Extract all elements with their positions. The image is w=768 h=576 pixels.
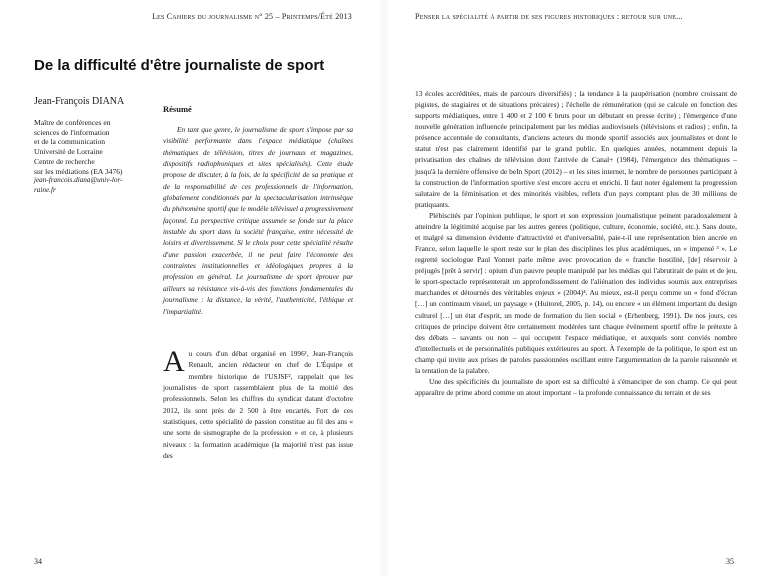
affiliation-line: sur les médiations (EA 3476) xyxy=(34,166,123,176)
right-page xyxy=(384,0,768,576)
body-paragraph: Plébiscités par l'opinion publique, le sport et son expression journalistique peinent paradoxalement à atteindre la légitimité acquise par les autres genres (politique, culture, économie, société, etc.). Sans doute, et malgré sa dimension évidente d'attractivité et d'universalité, paie-t-il une représentation bien ancrée en France, selon laquelle le sport reste sur le plan des disciplines les plus académiques, un « impensé ³ ». Le regretté sociologue Paul Yonnet parle même avec provocation de « franche hostilité, [de] réservoir à préjugés [prêt à servir] : opium d'un pauvre peuple manipulé par les médias qui l'abrutirait de pain et de jeu, le sport-spectacle représenterait un approfondissement de l'aliénation des individus soumis aux entreprises marchandes et détournés des véritables enjeux » (2004)⁴. Au mieux, est-il perçu comme un « fond d'écran […] un continuum visuel, un paysage » (Huitorel, 2005, p. 14), ou encore « un élément important du design culturel […] un état d'esprit, un mode de formation du lien social » (Erhenberg, 1991). De nos jours, ces critiques de principe doivent être certainement modérées tant chaque événement sportif offre le prétexte à des débats – savants ou non – qui occupent l'espace médiatique, et auxquels sont conviés nombre d'intellectuels et de personnalités publiques extérieures au sport. À l'exemple de la politique, le sport est un champ qui invite aux prises de paroles passionnées oscillant entre l'argumentation de la parole raisonnée et la tentation de la palabre. xyxy=(415,210,737,375)
abstract-block xyxy=(163,104,353,317)
abstract-heading: Résumé xyxy=(163,104,192,114)
right-running-head: Penser la spécialité à partir de ses figures historiques : retour sur une... xyxy=(415,12,683,21)
abstract-text: En tant que genre, le journalisme de sport s'impose par sa visibilité performante dans l'espace médiatique (chaînes thématiques de télévision, titres de journaux et magazines, dispositifs radiophoniques et sites spécialisés). Cette étude propose de discuter, à la fois, de la spécificité de sa pratique et de la responsabilité de ces professionnels de l'information, globalement conditionnés par la spectacularisation intrinsèque du phénomène sportif que le modèle télévisuel a progressivement façonné. La perspective critique assumée se fonde sur la place instable du sport dans la société française, entre nécessité de loisirs et divertissement. Si le choix pour cette spécialité résulte d'une passion exacerbée, il ne peut faire l'économie des contraintes institutionnelles et idéologiques propres à la profession en général. Le journalisme de sport éprouve par ailleurs sa résistance vis-à-vis des fonctions fondamentales du journalisme : la distance, la vérité, l'authenticité, l'éthique et l'impartialité. xyxy=(163,125,353,316)
left-running-head: Les Cahiers du journalisme n° 25 – Printemps/Été 2013 xyxy=(152,12,352,21)
left-page-number: 34 xyxy=(34,557,42,566)
affiliation-line: et de la communication xyxy=(34,137,106,147)
affiliation-line: Université de Lorraine xyxy=(34,147,103,157)
affiliation-line: Centre de recherche xyxy=(34,156,95,166)
affiliation-line: sciences de l'information xyxy=(34,127,110,137)
author-email: raine.fr xyxy=(34,185,56,194)
body-paragraph: 13 écoles accréditées, mais de parcours diversifiés) ; la tendance à la paupérisation (nombre croissant de pigistes, de stagiaires et de situations précaires) ; l'échelle de rémunération (qui se calcule en fonction des supports médiatiques, entre 1 400 et 2 100 € bruts pour un débutant en presse écrite) ; l'émergence d'une nouvelle génération influencée principalement par les médias audiovisuels (télévisions et radios) ; enfin, la présence accentuée de consultants, d'anciens acteurs du monde sportif associés aux journalistes et dont le statut n'est pas clairement identifié par le grand public. En quelques années, notamment depuis la privatisation des chaînes de télévision dont l'arrivée de Canal+ (1984), l'émergence des thématiques – jusqu'à la dernière offensive de beIn Sport (2012) – et les sites internet, le nombre de personnes participant à la construction de l'information sportive s'est encore accru et enrichi. Il faut noter également la progression salutaire de la féminisation et des minorités visibles, reflets d'un pays comptant plus de 30 millions de pratiquants. xyxy=(415,89,737,209)
body-paragraph: Une des spécificités du journaliste de sport est sa difficulté à s'émanciper de son champ. Ce qui peut apparaître de prime abord comme un atout important – la profonde connaissance du terrain et de ses xyxy=(415,377,737,398)
author-email: jean-francois.diana@univ-lor- xyxy=(34,176,123,185)
author-name: Jean-François DIANA xyxy=(34,96,125,107)
right-page-number: 35 xyxy=(726,557,734,566)
drop-cap: A xyxy=(163,345,185,378)
intro-block xyxy=(163,345,353,461)
intro-text: u cours d'un débat organisé en 1996¹, Jean-François Renault, ancien rédacteur en chef de L'Équipe et membre historique de l'USJSF², rappelait que les journalistes de sport rassemblaient plus de la moitié des professionnels. Selon les chiffres du syndicat datant d'octobre 2012, ils sont près de 2 500 à être encartés. Fort de ces statistiques, cette spécialité de passion constitue au fil des ans « une sorte de sismographe de la profession » et ce, à plusieurs niveaux : la formation académique (la majorité n'est pas issue des xyxy=(163,349,353,461)
author-block xyxy=(34,96,144,195)
article-title: De la difficulté d'être journaliste de sport xyxy=(34,57,325,74)
intro-paragraph xyxy=(163,345,353,461)
affiliation-line: Maître de conférences en xyxy=(34,118,111,127)
body-column xyxy=(415,88,737,398)
